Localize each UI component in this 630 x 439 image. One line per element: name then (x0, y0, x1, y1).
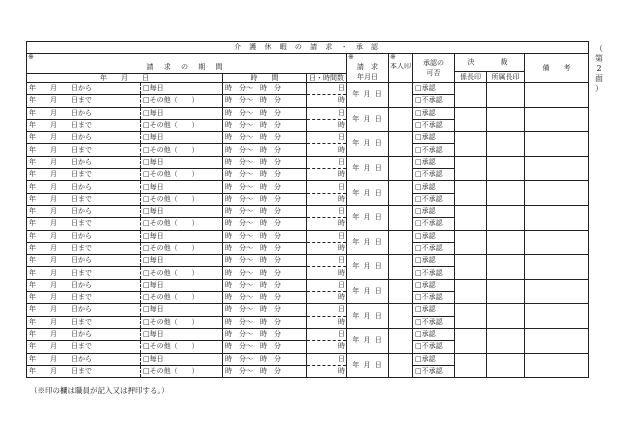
disapprove-checkbox[interactable]: □不承認 (413, 144, 455, 156)
day-count[interactable]: 日 (307, 279, 347, 291)
disapprove-checkbox[interactable]: □不承認 (413, 95, 455, 107)
chief-seal-cell[interactable] (455, 328, 487, 353)
side-label-char: 面 (595, 74, 603, 83)
approve-checkbox[interactable]: □承認 (413, 304, 455, 316)
request-date[interactable]: 年 月 日 (347, 353, 389, 378)
remarks-header: 備 考 (525, 54, 589, 83)
time-range-second[interactable]: 時 分～ 時 分 (223, 144, 307, 156)
side-label-char: 第 (595, 54, 603, 63)
disapprove-checkbox[interactable]: □不承認 (413, 292, 455, 304)
chief-seal-header: 係長印 (455, 72, 487, 83)
dept-head-seal-cell[interactable] (487, 205, 525, 230)
seal-cell[interactable] (389, 328, 413, 353)
request-row (27, 279, 589, 291)
request-date[interactable]: 年 月 日 (347, 83, 389, 108)
dept-head-seal-cell[interactable] (487, 83, 525, 108)
time-range-second[interactable]: 時 分～ 時 分 (223, 365, 307, 377)
approve-checkbox[interactable]: □承認 (413, 353, 455, 365)
day-count[interactable]: 日 (307, 353, 347, 365)
request-row (27, 353, 589, 365)
disapprove-checkbox[interactable]: □不承認 (413, 365, 455, 377)
remarks-cell[interactable] (525, 304, 589, 329)
request-date[interactable]: 年 月 日 (347, 205, 389, 230)
time-range-second[interactable]: 時 分～ 時 分 (223, 242, 307, 254)
remarks-cell[interactable] (525, 328, 589, 353)
time-range-second[interactable]: 時 分～ 時 分 (223, 169, 307, 181)
day-count[interactable]: 日 (307, 304, 347, 316)
date-from[interactable]: 年 月 日から (27, 304, 141, 316)
col-date-header: 年 月 日 (27, 74, 223, 83)
care-leave-form (26, 41, 589, 378)
time-range-second[interactable]: 時 分～ 時 分 (223, 292, 307, 304)
disapprove-checkbox[interactable]: □不承認 (413, 119, 455, 131)
dept-head-seal-cell[interactable] (487, 132, 525, 157)
request-row (27, 83, 589, 95)
date-to[interactable]: 年 月 日まで (27, 169, 141, 181)
seal-cell[interactable] (389, 107, 413, 132)
time-range-second[interactable]: 時 分～ 時 分 (223, 193, 307, 205)
request-row (27, 181, 589, 193)
disapprove-checkbox[interactable]: □不承認 (413, 169, 455, 181)
time-range[interactable]: 時 分～ 時 分 (223, 353, 307, 365)
decision-header: 決 裁 (455, 54, 525, 72)
period-label: 請 求 の 期 間 (27, 63, 347, 72)
disapprove-checkbox[interactable]: □不承認 (413, 316, 455, 328)
disapprove-checkbox[interactable]: □不承認 (413, 341, 455, 353)
other-checkbox[interactable]: □その他（ ） (141, 341, 223, 353)
request-date[interactable]: 年 月 日 (347, 328, 389, 353)
hour-count[interactable]: 時 (307, 292, 347, 304)
dept-head-seal-cell[interactable] (487, 304, 525, 329)
approve-checkbox[interactable]: □承認 (413, 230, 455, 242)
day-count[interactable]: 日 (307, 205, 347, 217)
day-count[interactable]: 日 (307, 328, 347, 340)
disapprove-checkbox[interactable]: □不承認 (413, 193, 455, 205)
seal-cell[interactable] (389, 353, 413, 378)
time-range[interactable]: 時 分～ 時 分 (223, 83, 307, 95)
date-from[interactable]: 年 月 日から (27, 181, 141, 193)
day-count[interactable]: 日 (307, 132, 347, 144)
chief-seal-cell[interactable] (455, 255, 487, 280)
date-to[interactable]: 年 月 日まで (27, 119, 141, 131)
other-checkbox[interactable]: □その他（ ） (141, 193, 223, 205)
request-row (27, 230, 589, 242)
period-mark: ※ (27, 54, 347, 63)
approve-checkbox[interactable]: □承認 (413, 279, 455, 291)
date-to[interactable]: 年 月 日まで (27, 218, 141, 230)
chief-seal-cell[interactable] (455, 132, 487, 157)
chief-seal-cell[interactable] (455, 230, 487, 255)
other-checkbox[interactable]: □その他（ ） (141, 95, 223, 107)
approval-header: 承認の 可否 (413, 54, 455, 83)
dept-head-seal-header: 所属長印 (487, 72, 525, 83)
time-range[interactable]: 時 分～ 時 分 (223, 132, 307, 144)
side-label-char: ） (595, 84, 603, 93)
hour-count[interactable]: 時 (307, 193, 347, 205)
time-range-second[interactable]: 時 分～ 時 分 (223, 95, 307, 107)
time-range-second[interactable]: 時 分～ 時 分 (223, 316, 307, 328)
req-date-header: 請 求 年月日 (347, 63, 389, 83)
form-title: 介 護 休 暇 の 請 求 ・ 承 認 (27, 42, 589, 54)
hour-count[interactable]: 時 (307, 95, 347, 107)
request-row (27, 304, 589, 316)
side-label-char: （ (595, 44, 603, 53)
daily-checkbox[interactable]: □毎日 (141, 255, 223, 267)
time-range[interactable]: 時 分～ 時 分 (223, 107, 307, 119)
daily-checkbox[interactable]: □毎日 (141, 107, 223, 119)
seal-cell[interactable] (389, 132, 413, 157)
chief-seal-cell[interactable] (455, 156, 487, 181)
seal-cell[interactable] (389, 255, 413, 280)
seal-cell[interactable] (389, 279, 413, 304)
seal-cell[interactable] (389, 181, 413, 206)
time-range[interactable]: 時 分～ 時 分 (223, 181, 307, 193)
approve-checkbox[interactable]: □承認 (413, 255, 455, 267)
remarks-cell[interactable] (525, 230, 589, 255)
request-date[interactable]: 年 月 日 (347, 107, 389, 132)
seal-header: 本人印 (389, 63, 413, 83)
request-date[interactable]: 年 月 日 (347, 279, 389, 304)
hour-count[interactable]: 時 (307, 144, 347, 156)
other-checkbox[interactable]: □その他（ ） (141, 169, 223, 181)
date-from[interactable]: 年 月 日から (27, 205, 141, 217)
day-count[interactable]: 日 (307, 156, 347, 168)
day-count[interactable]: 日 (307, 181, 347, 193)
seal-cell[interactable] (389, 156, 413, 181)
time-range[interactable]: 時 分～ 時 分 (223, 230, 307, 242)
request-row (27, 205, 589, 217)
dept-head-seal-cell[interactable] (487, 255, 525, 280)
col-unit-header: 日・時間数 (307, 74, 347, 83)
dept-head-seal-cell[interactable] (487, 181, 525, 206)
hour-count[interactable]: 時 (307, 267, 347, 279)
time-range-second[interactable]: 時 分～ 時 分 (223, 119, 307, 131)
approve-checkbox[interactable]: □承認 (413, 132, 455, 144)
side-label-char: 2 (596, 64, 602, 73)
other-checkbox[interactable]: □その他（ ） (141, 119, 223, 131)
side-label (594, 44, 604, 94)
time-range-second[interactable]: 時 分～ 時 分 (223, 218, 307, 230)
time-range[interactable]: 時 分～ 時 分 (223, 156, 307, 168)
approve-checkbox[interactable]: □承認 (413, 156, 455, 168)
chief-seal-cell[interactable] (455, 107, 487, 132)
time-range[interactable]: 時 分～ 時 分 (223, 328, 307, 340)
day-count[interactable]: 日 (307, 107, 347, 119)
date-to[interactable]: 年 月 日まで (27, 316, 141, 328)
date-to[interactable]: 年 月 日まで (27, 193, 141, 205)
chief-seal-cell[interactable] (455, 279, 487, 304)
request-date[interactable]: 年 月 日 (347, 304, 389, 329)
approve-checkbox[interactable]: □承認 (413, 328, 455, 340)
remarks-cell[interactable] (525, 181, 589, 206)
time-range[interactable]: 時 分～ 時 分 (223, 304, 307, 316)
dept-head-seal-cell[interactable] (487, 107, 525, 132)
day-count[interactable]: 日 (307, 255, 347, 267)
approve-checkbox[interactable]: □承認 (413, 181, 455, 193)
chief-seal-cell[interactable] (455, 181, 487, 206)
date-to[interactable]: 年 月 日まで (27, 144, 141, 156)
request-row (27, 328, 589, 340)
date-from[interactable]: 年 月 日から (27, 230, 141, 242)
day-count[interactable]: 日 (307, 230, 347, 242)
remarks-cell[interactable] (525, 83, 589, 108)
date-to[interactable]: 年 月 日まで (27, 242, 141, 254)
dept-head-seal-cell[interactable] (487, 230, 525, 255)
date-from[interactable]: 年 月 日から (27, 107, 141, 119)
date-from[interactable]: 年 月 日から (27, 132, 141, 144)
approve-checkbox[interactable]: □承認 (413, 107, 455, 119)
remarks-cell[interactable] (525, 205, 589, 230)
remarks-cell[interactable] (525, 353, 589, 378)
daily-checkbox[interactable]: □毎日 (141, 279, 223, 291)
daily-checkbox[interactable]: □毎日 (141, 230, 223, 242)
date-from[interactable]: 年 月 日から (27, 279, 141, 291)
chief-seal-cell[interactable] (455, 205, 487, 230)
seal-mark: ※ (389, 54, 413, 63)
date-to[interactable]: 年 月 日まで (27, 365, 141, 377)
disapprove-checkbox[interactable]: □不承認 (413, 218, 455, 230)
other-checkbox[interactable]: □その他（ ） (141, 316, 223, 328)
request-date[interactable]: 年 月 日 (347, 156, 389, 181)
request-row (27, 107, 589, 119)
remarks-cell[interactable] (525, 279, 589, 304)
remarks-cell[interactable] (525, 255, 589, 280)
seal-cell[interactable] (389, 205, 413, 230)
date-to[interactable]: 年 月 日まで (27, 292, 141, 304)
chief-seal-cell[interactable] (455, 304, 487, 329)
approve-checkbox[interactable]: □承認 (413, 205, 455, 217)
daily-checkbox[interactable]: □毎日 (141, 328, 223, 340)
remarks-cell[interactable] (525, 132, 589, 157)
time-range[interactable]: 時 分～ 時 分 (223, 255, 307, 267)
disapprove-checkbox[interactable]: □不承認 (413, 242, 455, 254)
date-to[interactable]: 年 月 日まで (27, 95, 141, 107)
request-row (27, 255, 589, 267)
hour-count[interactable]: 時 (307, 316, 347, 328)
request-date[interactable]: 年 月 日 (347, 132, 389, 157)
footnote: （※印の欄は職員が記入又は押印する。） (30, 386, 169, 395)
hour-count[interactable]: 時 (307, 365, 347, 377)
daily-checkbox[interactable]: □毎日 (141, 156, 223, 168)
req-date-mark: ※ (347, 54, 389, 63)
daily-checkbox[interactable]: □毎日 (141, 304, 223, 316)
other-checkbox[interactable]: □その他（ ） (141, 365, 223, 377)
hour-count[interactable]: 時 (307, 119, 347, 131)
request-date[interactable]: 年 月 日 (347, 230, 389, 255)
date-from[interactable]: 年 月 日から (27, 83, 141, 95)
daily-checkbox[interactable]: □毎日 (141, 132, 223, 144)
request-date[interactable]: 年 月 日 (347, 255, 389, 280)
other-checkbox[interactable]: □その他（ ） (141, 242, 223, 254)
date-from[interactable]: 年 月 日から (27, 156, 141, 168)
daily-checkbox[interactable]: □毎日 (141, 181, 223, 193)
date-from[interactable]: 年 月 日から (27, 353, 141, 365)
request-row (27, 156, 589, 168)
time-range[interactable]: 時 分～ 時 分 (223, 205, 307, 217)
time-range[interactable]: 時 分～ 時 分 (223, 279, 307, 291)
seal-cell[interactable] (389, 304, 413, 329)
dept-head-seal-cell[interactable] (487, 156, 525, 181)
disapprove-checkbox[interactable]: □不承認 (413, 267, 455, 279)
hour-count[interactable]: 時 (307, 242, 347, 254)
date-from[interactable]: 年 月 日から (27, 328, 141, 340)
date-to[interactable]: 年 月 日まで (27, 341, 141, 353)
remarks-cell[interactable] (525, 107, 589, 132)
other-checkbox[interactable]: □その他（ ） (141, 144, 223, 156)
chief-seal-cell[interactable] (455, 83, 487, 108)
hour-count[interactable]: 時 (307, 341, 347, 353)
hour-count[interactable]: 時 (307, 169, 347, 181)
other-checkbox[interactable]: □その他（ ） (141, 218, 223, 230)
request-date[interactable]: 年 月 日 (347, 181, 389, 206)
date-from[interactable]: 年 月 日から (27, 255, 141, 267)
remarks-cell[interactable] (525, 156, 589, 181)
daily-checkbox[interactable]: □毎日 (141, 83, 223, 95)
dept-head-seal-cell[interactable] (487, 353, 525, 378)
date-to[interactable]: 年 月 日まで (27, 267, 141, 279)
dept-head-seal-cell[interactable] (487, 279, 525, 304)
seal-cell[interactable] (389, 83, 413, 108)
col-time-header: 時 間 (223, 74, 307, 83)
seal-cell[interactable] (389, 230, 413, 255)
hour-count[interactable]: 時 (307, 218, 347, 230)
dept-head-seal-cell[interactable] (487, 328, 525, 353)
other-checkbox[interactable]: □その他（ ） (141, 267, 223, 279)
time-range-second[interactable]: 時 分～ 時 分 (223, 267, 307, 279)
time-range-second[interactable]: 時 分～ 時 分 (223, 341, 307, 353)
day-count[interactable]: 日 (307, 83, 347, 95)
daily-checkbox[interactable]: □毎日 (141, 353, 223, 365)
daily-checkbox[interactable]: □毎日 (141, 205, 223, 217)
chief-seal-cell[interactable] (455, 353, 487, 378)
other-checkbox[interactable]: □その他（ ） (141, 292, 223, 304)
approve-checkbox[interactable]: □承認 (413, 83, 455, 95)
request-row (27, 132, 589, 144)
